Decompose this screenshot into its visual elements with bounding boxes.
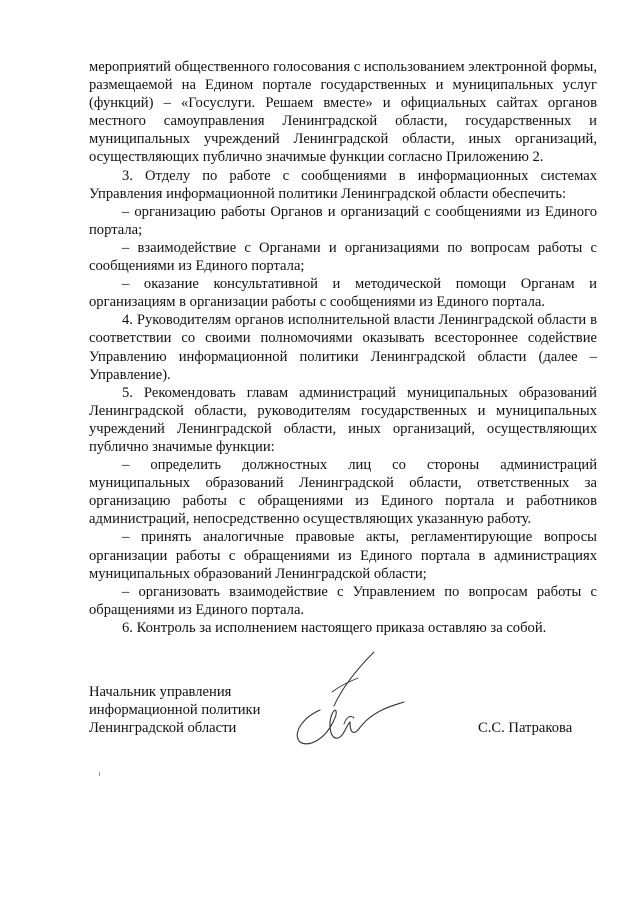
paragraph-item-5-bullet-3: – организовать взаимодействие с Управлением по вопросам работы с обращениями из Единого портала. xyxy=(89,583,597,618)
paragraph-item-5-bullet-1: – определить должностных лиц со стороны администраций муниципальных образований Ленинградской области, ответственных за организацию работы с обращениями из Единого портала и работников администраций, непосредственно осуществляющих указанную работу. xyxy=(89,457,597,528)
paragraph-item-3-bullet-1: – организацию работы Органов и организаций с сообщениями из Единого портала; xyxy=(89,203,597,238)
paragraph-item-4: 4. Руководителям органов исполнительной власти Ленинградской области в соответствии со своими полномочиями оказывать всестороннее содействие Управлению информационной политики Ленинградской области (далее – Управление). xyxy=(89,312,597,383)
signatory-title-line-2: информационной политики xyxy=(89,702,261,719)
paragraph-item-3-bullet-3: – оказание консультативной и методической помощи Органам и организациям в организации работы с сообщениями из Единого портала. xyxy=(89,276,597,311)
paragraph-item-6: 6. Контроль за исполнением настоящего приказа оставляю за собой. xyxy=(122,619,547,636)
signatory-name: С.С. Патракова xyxy=(478,720,573,736)
signatory-title xyxy=(89,683,260,738)
paragraph-item-3-bullet-2: – взаимодействие с Органами и организациями по вопросам работы с сообщениями из Единого портала; xyxy=(89,239,597,275)
paragraph-item-5-bullet-2: – принять аналогичные правовые акты, регламентирующие вопросы организации работы с обращениями из Единого портала в администрациях муниципальных образований Ленинградской области; xyxy=(89,529,597,582)
paragraph-item-5: 5. Рекомендовать главам администраций муниципальных образований Ленинградской области, руководителям государственных и муниципальных учреждений Ленинградской области, иных организаций, осуществляющих публично значимые функции: xyxy=(89,384,597,455)
signatory-title-line-1: Начальник управления xyxy=(89,684,232,700)
paragraph-item-3: 3. Отделу по работе с сообщениями в информационных системах Управления информационной политики Ленинградской области обеспечить: xyxy=(89,167,597,202)
signatory-title-line-3: Ленинградской области xyxy=(89,720,237,737)
scan-speck xyxy=(99,772,100,776)
paragraph-voting-continuation: мероприятий общественного голосования с использованием электронной формы, размещаемой на Едином портале государственных и муниципальных услуг (функций) – «Госуслуги. Решаем вместе» и официальных сайтах органов местного самоуправления Ленинградской области, государственных и муниципальных учреждений Ленинградской области, иных организаций, осуществляющих публично значимые функции согласно Приложению 2. xyxy=(89,59,597,166)
document-body xyxy=(89,58,597,637)
handwritten-signature xyxy=(286,648,406,758)
